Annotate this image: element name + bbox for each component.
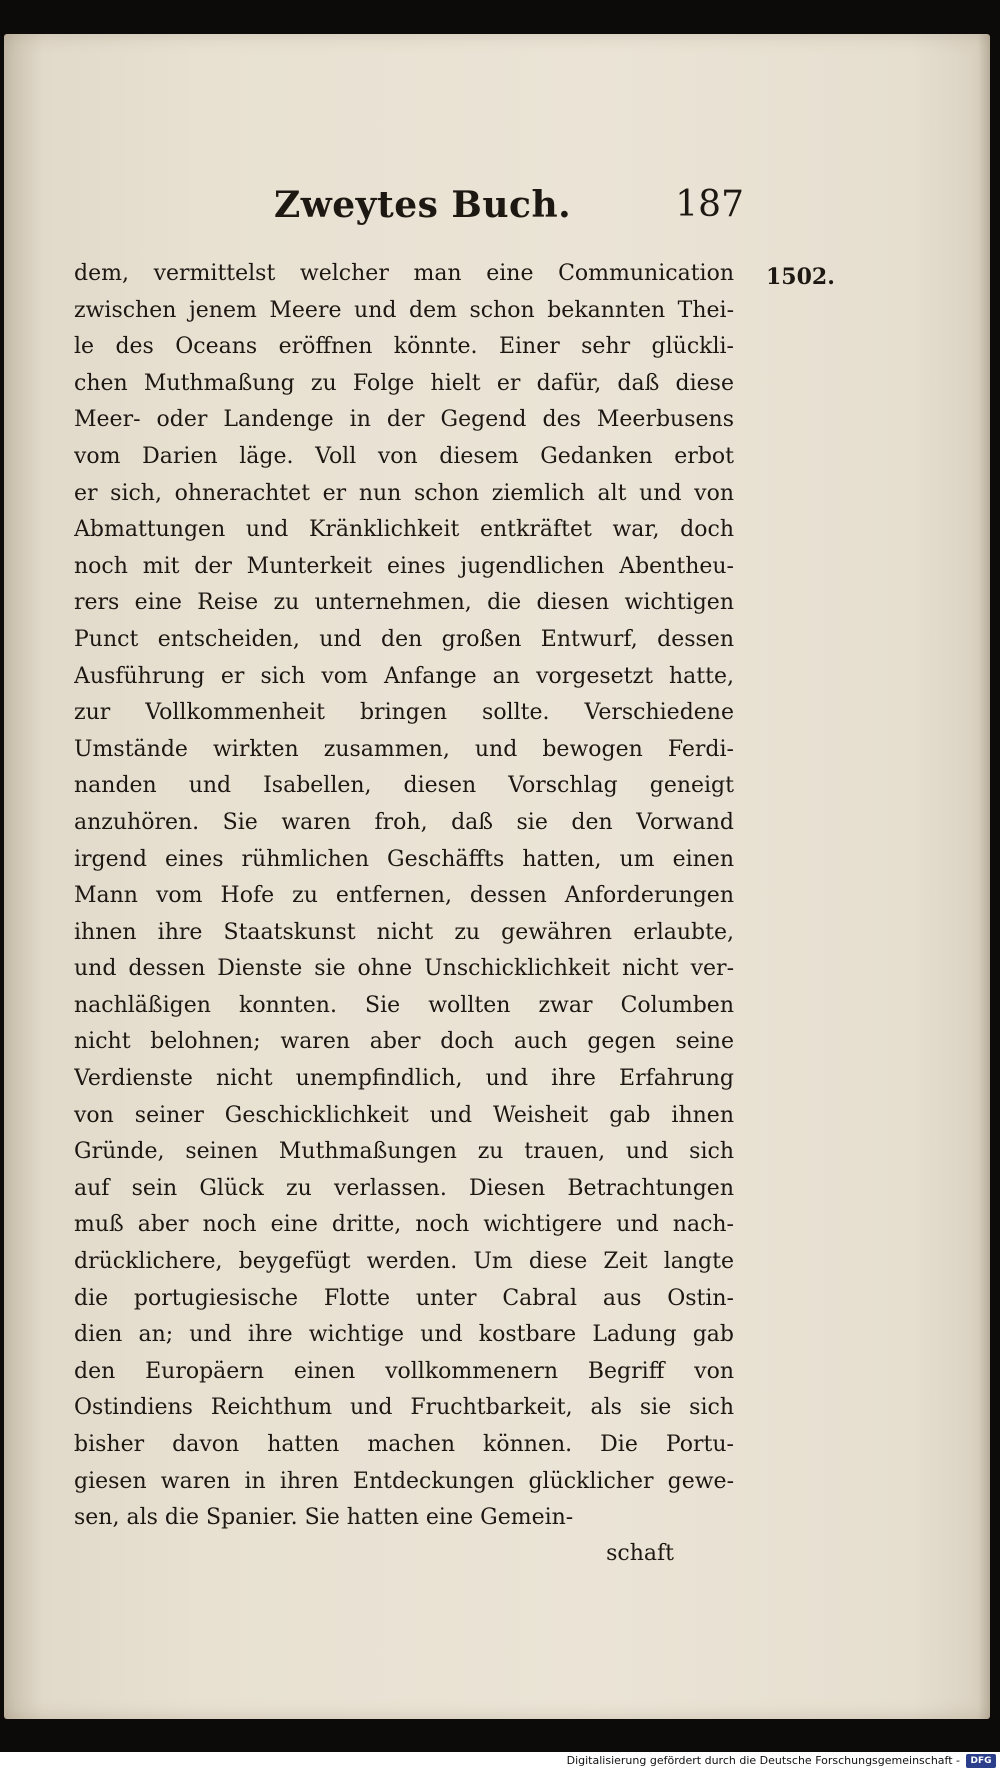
text-line: vom Darien läge. Voll von diesem Gedanken erbot <box>74 443 734 469</box>
body-text <box>74 256 734 1566</box>
text-line: die portugiesische Flotte unter Cabral aus Ostin- <box>74 1285 734 1311</box>
book-page <box>4 34 990 1719</box>
text-line: dien an; und ihre wichtige und kostbare Ladung gab <box>74 1322 734 1348</box>
catchword: schaft <box>606 1541 674 1566</box>
text-line: den Europäern einen vollkommenern Begriff von <box>74 1358 734 1384</box>
dfg-logo: DFG <box>966 1754 996 1768</box>
text-line: auf sein Glück zu verlassen. Diesen Betrachtungen <box>74 1175 734 1201</box>
text-line: nanden und Isabellen, diesen Vorschlag geneigt <box>74 773 734 799</box>
page-number: 187 <box>675 184 744 225</box>
running-title: Zweytes Buch. <box>274 184 572 226</box>
text-line: Gründe, seinen Muthmaßungen zu trauen, und sich <box>74 1139 734 1165</box>
text-line: zwischen jenem Meere und dem schon bekannten Thei- <box>74 297 734 323</box>
text-line: muß aber noch eine dritte, noch wichtigere und nach- <box>74 1212 734 1238</box>
text-line: Ausführung er sich vom Anfange an vorgesetzt hatte, <box>74 663 734 689</box>
page-header <box>84 184 744 234</box>
text-line: rers eine Reise zu unternehmen, die diesen wichtigen <box>74 590 734 616</box>
text-line: von seiner Geschicklichkeit und Weisheit gab ihnen <box>74 1102 734 1128</box>
text-line: Meer- oder Landenge in der Gegend des Meerbusens <box>74 407 734 433</box>
digitization-footer <box>0 1752 1000 1771</box>
funding-credit: Digitalisierung gefördert durch die Deutsche Forschungsgemeinschaft - <box>566 1754 960 1767</box>
text-line: er sich, ohnerachtet er nun schon ziemlich alt und von <box>74 480 734 506</box>
text-line: sen, als die Spanier. Sie hatten eine Gemein- <box>74 1505 574 1531</box>
text-line: le des Oceans eröffnen könnte. Einer sehr glückli- <box>74 334 734 360</box>
text-line: ihnen ihre Staatskunst nicht zu gewähren erlaubte, <box>74 919 734 945</box>
text-line: dem, vermittelst welcher man eine Communication <box>74 261 734 286</box>
text-line: Verdienste nicht unempfindlich, und ihre Erfahrung <box>74 1066 734 1092</box>
text-line: Abmattungen und Kränklichkeit entkräftet war, doch <box>74 517 734 543</box>
text-line: giesen waren in ihren Entdeckungen glücklicher gewe- <box>74 1468 734 1494</box>
text-line: bisher davon hatten machen können. Die Portu- <box>74 1432 734 1457</box>
text-line: chen Muthmaßung zu Folge hielt er dafür, daß diese <box>74 370 734 396</box>
text-line: anzuhören. Sie waren froh, daß sie den Vorwand <box>74 809 734 835</box>
text-line: Mann vom Hofe zu entfernen, dessen Anforderungen <box>74 883 734 909</box>
text-line: nicht belohnen; waren aber doch auch gegen seine <box>74 1029 734 1055</box>
text-line: Punct entscheiden, und den großen Entwurf, dessen <box>74 626 734 652</box>
text-line: noch mit der Munterkeit eines jugendlichen Abentheu- <box>74 553 734 579</box>
text-line: Umstände wirkten zusammen, und bewogen Ferdi- <box>74 736 734 762</box>
text-line: drücklichere, beygefügt werden. Um diese Zeit langte <box>74 1249 734 1275</box>
text-line: nachläßigen konnten. Sie wollten zwar Columben <box>74 992 734 1018</box>
text-line: irgend eines rühmlichen Geschäffts hatten, um einen <box>74 846 734 872</box>
text-line: Ostindiens Reichthum und Fruchtbarkeit, als sie sich <box>74 1395 734 1421</box>
page-edge-shadow <box>978 34 990 1719</box>
text-line: zur Vollkommenheit bringen sollte. Verschiedene <box>74 700 734 726</box>
margin-year-note: 1502. <box>766 264 835 290</box>
text-line: und dessen Dienste sie ohne Unschicklichkeit nicht ver- <box>74 956 734 982</box>
